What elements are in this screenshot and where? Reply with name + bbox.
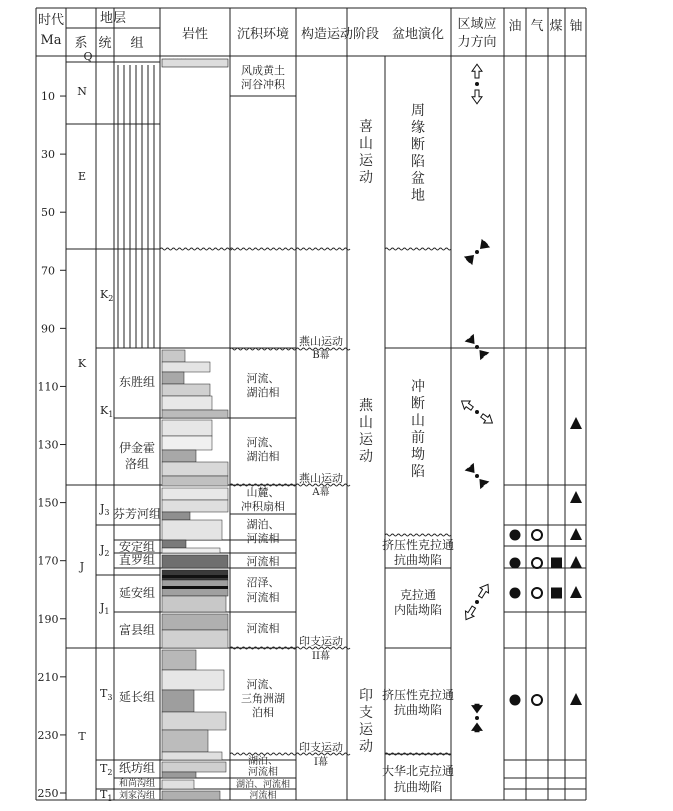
- tectonic-stage: 运: [359, 722, 373, 738]
- gas-ring: [532, 558, 542, 568]
- lith-bed: [162, 476, 228, 486]
- formation-label: 纸坊组: [118, 761, 156, 775]
- uranium-triangle: [570, 586, 582, 598]
- uranium-triangle: [570, 556, 582, 568]
- uranium-triangle: [570, 528, 582, 540]
- tectonic-event: 印支运动: [299, 741, 343, 754]
- environment-label: 山麓、: [246, 486, 280, 499]
- oil-dot: [510, 588, 521, 599]
- age-tick-label: 250: [37, 787, 59, 800]
- header-gas: 气: [530, 19, 544, 34]
- lith-bed: [162, 630, 228, 648]
- stress-arrow: [472, 64, 482, 78]
- stress-center-dot: [475, 474, 479, 478]
- basin-stage: 克拉通: [399, 588, 437, 602]
- basin-stage: 山: [411, 413, 425, 429]
- gas-ring: [532, 695, 542, 705]
- tectonic-event: B幕: [312, 350, 330, 361]
- basin-stage: 大华北克拉通: [381, 764, 455, 778]
- environment-label: 湖泊、河流相: [235, 780, 291, 790]
- lith-coal-seam: [162, 575, 228, 578]
- series-label: $T_3$: [100, 687, 113, 702]
- lith-bed: [162, 462, 228, 476]
- stress-arrow: [472, 704, 482, 712]
- environment-label: 河流、: [246, 678, 280, 691]
- lith-bed: [162, 614, 228, 630]
- environment-label: 湖泊、: [248, 756, 278, 767]
- environment-label: 河流、: [246, 436, 280, 449]
- tectonic-stage: 运: [359, 153, 373, 169]
- stress-arrow: [478, 584, 488, 598]
- coal-square: [551, 588, 562, 599]
- basin-stage: 抗曲坳陷: [393, 780, 443, 794]
- lith-bed: [162, 520, 222, 540]
- uranium-triangle: [570, 491, 582, 503]
- header-tectonic: 构造运动阶段: [300, 27, 380, 42]
- stress-arrow: [465, 606, 475, 620]
- header-stress: 区域应: [457, 17, 497, 32]
- stress-arrow: [472, 723, 482, 731]
- lith-bed: [162, 396, 212, 410]
- table-grid: [36, 8, 586, 800]
- lith-bed: [162, 350, 185, 362]
- series-label: $J_3$: [100, 502, 110, 517]
- environment-label: 河流相: [246, 622, 280, 635]
- tectonic-stage: 支: [359, 705, 373, 721]
- lith-bed: [162, 650, 196, 670]
- formation-label: 安定组: [118, 540, 156, 554]
- tectonic-stage: 山: [359, 415, 373, 431]
- lith-quaternary: [162, 59, 228, 67]
- environment-label: 沼泽、: [246, 576, 280, 589]
- lith-bed: [162, 362, 210, 372]
- basin-stage: 挤压性克拉通: [381, 688, 455, 702]
- header-coal: 煤: [549, 19, 563, 34]
- header-oil: 油: [508, 19, 522, 34]
- tectonic-stage: 运: [359, 432, 373, 448]
- environment-label: 河谷冲积: [241, 78, 285, 91]
- header-stress: 力方向: [457, 35, 497, 50]
- tectonic-event: 燕山运动: [299, 472, 343, 485]
- uranium-triangle: [570, 417, 582, 429]
- stress-arrow: [465, 256, 473, 264]
- stress-center-dot: [475, 82, 479, 86]
- stress-center-dot: [475, 600, 479, 604]
- environment-label: 河流相: [246, 555, 280, 568]
- lith-bed: [162, 512, 190, 520]
- oil-dot: [510, 695, 521, 706]
- system-label: J: [79, 560, 85, 573]
- basin-stage: 地: [411, 188, 425, 204]
- age-tick-label: 30: [41, 148, 55, 162]
- environment-label: 河流相: [246, 591, 280, 604]
- system-label: T: [78, 730, 86, 743]
- environment-label: 泊相: [252, 706, 274, 719]
- basin-stage: 内陆坳陷: [393, 603, 443, 617]
- header-group: 组: [130, 36, 144, 51]
- formation-label: 延安组: [118, 586, 156, 600]
- unconformity: [385, 248, 451, 250]
- environment-label: 河流相: [249, 791, 277, 801]
- system-label: K: [77, 357, 87, 370]
- basin-stage: 抗曲坳陷: [393, 553, 443, 567]
- formation-label: 洛组: [124, 457, 150, 471]
- stress-center-dot: [475, 410, 479, 414]
- unconformity: [160, 248, 232, 250]
- lith-bed: [162, 752, 222, 760]
- header-age-unit: Ma: [40, 33, 62, 48]
- formation-label: 伊金霍: [118, 441, 156, 455]
- series-label: $J_2$: [100, 543, 110, 558]
- lith-bed: [162, 410, 228, 418]
- tectonic-stage: 燕: [359, 398, 373, 414]
- series-label: $T_2$: [100, 762, 113, 777]
- age-tick-label: 90: [41, 322, 55, 336]
- lith-bed: [162, 780, 194, 789]
- environment-label: 湖泊相: [246, 386, 280, 399]
- age-tick-label: 230: [37, 728, 59, 742]
- uranium-triangle: [570, 693, 582, 705]
- stress-arrow: [466, 335, 474, 344]
- age-tick-label: 10: [41, 90, 55, 104]
- basin-stage: 抗曲坳陷: [393, 703, 443, 717]
- system-label: E: [77, 170, 87, 183]
- basin-stage: 盆: [411, 171, 425, 187]
- tectonic-stage: 动: [359, 449, 373, 465]
- basin-stage: 冲: [411, 379, 425, 395]
- age-tick-label: 70: [41, 264, 55, 278]
- age-tick-label: 190: [37, 612, 59, 626]
- header-age: 时代: [37, 13, 65, 28]
- header-environment: 沉积环境: [236, 27, 290, 42]
- tectonic-event: 燕山运动: [299, 335, 343, 348]
- stress-arrow: [480, 480, 488, 489]
- basin-stage: 坳: [411, 447, 425, 463]
- lith-coal-seam: [162, 586, 228, 589]
- tectonic-stage: 山: [359, 136, 373, 152]
- environment-label: 风成黄土: [241, 64, 285, 77]
- lith-bed: [162, 372, 184, 384]
- stress-center-dot: [475, 716, 479, 720]
- lith-bed: [162, 670, 224, 690]
- header-uranium: 铀: [569, 19, 583, 34]
- stress-center-dot: [475, 345, 479, 349]
- tectonic-stage: 动: [359, 170, 373, 186]
- lith-bed: [162, 690, 194, 712]
- lith-bed: [162, 488, 228, 500]
- unconformity: [230, 248, 350, 250]
- unconformity: [230, 348, 350, 350]
- lith-bed: [162, 420, 212, 436]
- stress-arrow: [481, 414, 493, 423]
- age-tick-label: 130: [37, 438, 59, 452]
- stress-center-dot: [475, 250, 479, 254]
- tectonic-event: 印支运动: [299, 635, 343, 648]
- lithology-column: [162, 59, 228, 800]
- tectonic-stage: 喜: [359, 119, 373, 135]
- environment-label: 湖泊相: [246, 450, 280, 463]
- resource-marks: [462, 64, 582, 732]
- basin-stage: 缘: [411, 120, 425, 136]
- system-label: Q: [83, 50, 93, 63]
- lith-bed: [162, 596, 226, 612]
- age-tick-label: 50: [41, 206, 55, 220]
- basin-stage: 前: [411, 430, 425, 446]
- system-label: N: [77, 85, 87, 98]
- lith-bed: [162, 712, 226, 730]
- series-label: $K_2$: [100, 288, 114, 303]
- lith-bed: [162, 548, 220, 553]
- lith-bed: [162, 540, 186, 548]
- header-lithology: 岩性: [181, 27, 209, 42]
- lith-bed: [162, 555, 228, 568]
- stress-arrow: [472, 90, 482, 104]
- gas-ring: [532, 530, 542, 540]
- tectonic-event: I幕: [314, 757, 328, 768]
- stress-arrow: [480, 351, 488, 360]
- formation-label: 东胜组: [118, 375, 156, 389]
- header-basin: 盆地演化: [391, 27, 445, 42]
- lith-bed: [162, 730, 208, 752]
- age-tick-label: 150: [37, 496, 59, 510]
- environment-label: 三角洲湖: [241, 692, 285, 705]
- environment-label: 湖泊、: [246, 518, 280, 531]
- formation-label: 延长组: [118, 690, 156, 704]
- header-series: 统: [98, 36, 112, 51]
- oil-dot: [510, 530, 521, 541]
- coal-square: [551, 558, 562, 569]
- lith-bed: [162, 772, 196, 778]
- environment-label: 河流相: [246, 532, 280, 545]
- series-label: $T_1$: [100, 788, 113, 803]
- environment-label: 冲积扇相: [241, 500, 285, 513]
- tectonic-event: II幕: [312, 651, 330, 662]
- age-tick-label: 210: [37, 670, 59, 684]
- gas-ring: [532, 588, 542, 598]
- lith-bed: [162, 791, 220, 800]
- unconformity: [385, 534, 451, 536]
- tectonic-event: A幕: [312, 487, 330, 498]
- basin-stage: 断: [411, 137, 425, 153]
- lith-bed: [162, 762, 226, 772]
- stress-arrow: [462, 401, 474, 410]
- environment-label: 河流相: [248, 767, 278, 778]
- basin-stage: 陷: [411, 154, 425, 170]
- lith-bed: [162, 436, 212, 450]
- formation-label: 刘家沟组: [118, 791, 156, 801]
- lith-bed: [162, 500, 228, 512]
- basin-stage: 陷: [411, 464, 425, 480]
- oil-dot: [510, 558, 521, 569]
- table-labels: [38, 10, 583, 803]
- series-label: $K_1$: [100, 404, 114, 419]
- formation-label: 和尚沟组: [118, 779, 156, 789]
- header-strata: 地层: [99, 11, 127, 26]
- stress-arrow: [466, 464, 474, 473]
- series-label: $J_1$: [100, 601, 110, 616]
- formation-label: 直罗组: [118, 553, 156, 567]
- basin-stage: 挤压性克拉通: [381, 538, 455, 552]
- formation-label: 富县组: [118, 623, 156, 637]
- age-tick-label: 110: [37, 380, 59, 394]
- formation-label: 芬芳河组: [112, 507, 162, 521]
- stress-arrow: [481, 240, 489, 248]
- age-tick-label: 170: [37, 554, 59, 568]
- header-system: 系: [74, 36, 88, 51]
- environment-label: 河流、: [246, 372, 280, 385]
- basin-stage: 断: [411, 396, 425, 412]
- basin-stage: 周: [411, 103, 425, 119]
- lith-bed: [162, 450, 196, 462]
- lith-bed: [162, 384, 210, 396]
- tectonic-stage: 印: [359, 688, 373, 704]
- tectonic-stage: 动: [359, 739, 373, 755]
